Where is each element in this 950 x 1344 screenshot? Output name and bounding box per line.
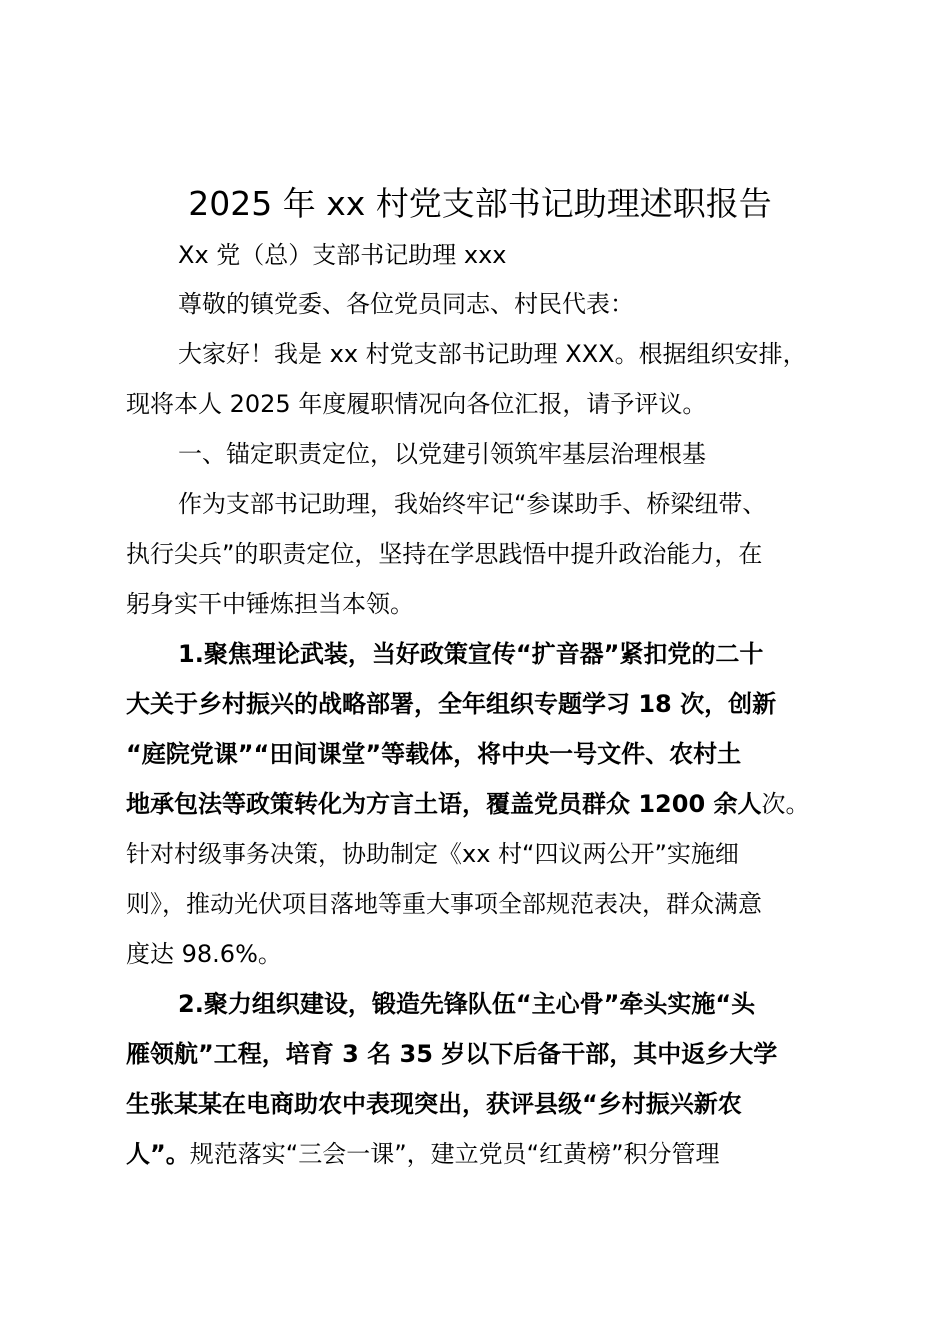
item1-line-3: “庭院党课”“田间课堂”等载体，将中央一号文件、农村土 [126, 740, 742, 768]
item1-line-6: 则》，推动光伏项目落地等重大事项全部规范表决，群众满意 [126, 890, 762, 918]
item2-line-4-bold: 人”。 [126, 1140, 190, 1168]
document-title: 2025 年 xx 村党支部书记助理述职报告 [188, 184, 772, 223]
section-heading: 一、锚定职责定位，以党建引领筑牢基层治理根基 [178, 440, 706, 468]
item1-line-5: 针对村级事务决策，协助制定《xx 村“四议两公开”实施细 [126, 840, 739, 868]
item1-line-2: 大关于乡村振兴的战略部署，全年组织专题学习 18 次，创新 [126, 690, 777, 718]
salutation: 尊敬的镇党委、各位党员同志、村民代表： [178, 290, 634, 318]
intro-line-2: 现将本人 2025 年度履职情况向各位汇报，请予评议。 [126, 390, 707, 418]
item1-line-7: 度达 98.6%。 [126, 940, 282, 968]
item2-line-2: 雁领航”工程，培育 3 名 35 岁以下后备干部，其中返乡大学 [126, 1040, 778, 1068]
item2-line-4 [126, 1135, 720, 1173]
section-intro-line-3: 躬身实干中锤炼担当本领。 [126, 590, 414, 618]
item1-heading-line-1: 1.聚焦理论武装，当好政策宣传“扩音器”紧扣党的二十 [178, 640, 764, 668]
item2-line-4-normal: 规范落实“三会一课”，建立党员“红黄榜”积分管理 [189, 1140, 720, 1168]
item1-line-4-normal: 次。 [761, 790, 810, 818]
item1-line-4-bold: 地承包法等政策转化为方言土语，覆盖党员群众 1200 余人 [126, 790, 762, 818]
item2-heading-line-1: 2.聚力组织建设，锻造先锋队伍“主心骨”牵头实施“头 [178, 990, 756, 1018]
section-intro-line-1: 作为支部书记助理，我始终牢记“参谋助手、桥梁纽带、 [178, 490, 767, 518]
author-line: Xx 党（总）支部书记助理 xxx [178, 241, 507, 269]
item2-line-3: 生张某某在电商助农中表现突出，获评县级“乡村振兴新农 [126, 1090, 742, 1118]
item1-line-4 [126, 785, 810, 823]
section-intro-line-2: 执行尖兵”的职责定位，坚持在学思践悟中提升政治能力，在 [126, 540, 763, 568]
intro-line-1: 大家好！我是 xx 村党支部书记助理 XXX。根据组织安排， [178, 340, 807, 368]
